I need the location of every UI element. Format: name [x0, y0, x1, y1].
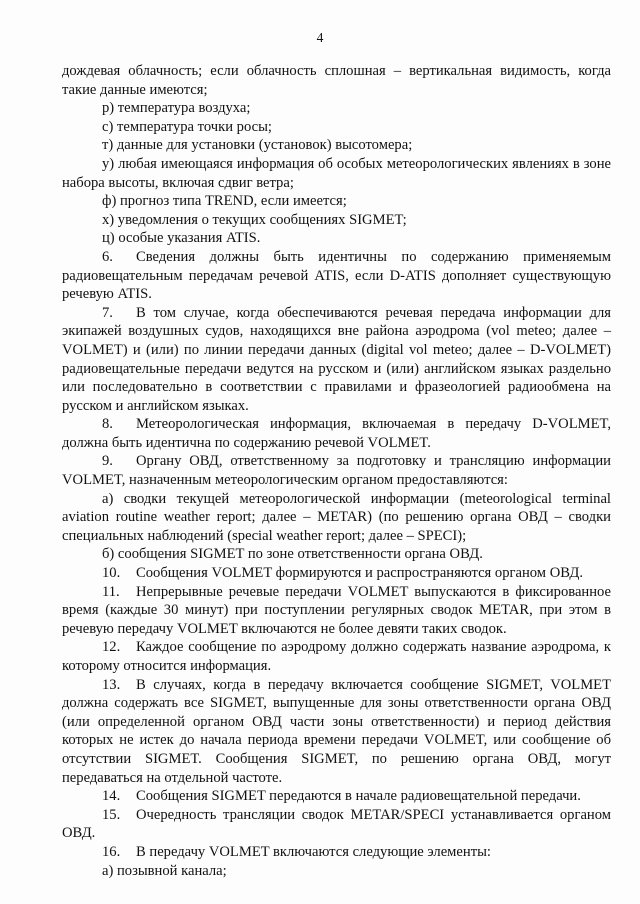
paragraph-text: В том случае, когда обеспечиваются речевая передача информации для экипажей воздушных судов, находящихся вне района аэродрома (vol meteo; далее – VOLMET) и (или) по линии передачи данных (digital vol meteo; далее – D-VOLMET) радиовещательные передачи ведутся на русском и (или) английском языках раздельно или последовательно в соответствии с правилами и фразеологией радиообмена на русском и английском языках.	[62, 304, 611, 414]
list-item-text: у) любая имеющаяся информация об особых метеорологических явлениях в зоне набора высоты, включая сдвиг ветра;	[62, 155, 611, 191]
list-item-text: а) сводки текущей метеорологической информации (meteorological terminal aviation routine weather report; далее – METAR) (по решению органа ОВД – сводки специальных наблюдений (special weather report; далее – SPECI);	[62, 490, 611, 544]
paragraph-number: 11.	[102, 583, 120, 600]
paragraph-number: 13.	[102, 676, 121, 693]
document-body	[62, 62, 611, 880]
paragraph-text: В случаях, когда в передачу включается сообщение SIGMET, VOLMET должна содержать все SIGMET, выпущенные для зоны ответственности органа ОВД (или определенной органом ОВД части зоны ответственности) и период действия которых не истек до начала периода времени передачи VOLMET, или сообщение об отсутствии SIGMET. Сообщения SIGMET, по решению органа ОВД, могут передаваться на отдельной частоте.	[62, 676, 611, 786]
paragraph-text: Сведения должны быть идентичны по содержанию применяемым радиовещательным передачам речевой ATIS, если D-ATIS дополняет существующую речевую ATIS.	[62, 248, 611, 303]
paragraph-text: Каждое сообщение по аэродрому должно содержать название аэродрома, к которому относится информация.	[62, 639, 611, 674]
list-item	[62, 229, 611, 248]
paragraph-text: дождевая облачность; если облачность сплошная – вертикальная видимость, когда такие данные имеются;	[62, 63, 611, 98]
list-item	[62, 192, 611, 211]
paragraph-number: 7.	[102, 304, 113, 321]
paragraph-number: 6.	[102, 248, 113, 265]
paragraph-text: Сообщения VOLMET формируются и распространяются органом ОВД.	[136, 565, 584, 582]
numbered-paragraph	[62, 452, 611, 489]
numbered-paragraph	[62, 564, 611, 583]
numbered-paragraph	[62, 676, 611, 788]
list-item	[62, 490, 611, 546]
list-item-text: р) температура воздуха;	[102, 100, 251, 117]
paragraph-number: 16.	[102, 843, 121, 860]
paragraph-text: Сообщения SIGMET передаются в начале радиовещательной передачи.	[136, 788, 581, 805]
paragraph-text: Очередность трансляции сводок METAR/SPECI устанавливается органом ОВД.	[62, 806, 611, 842]
list-item-text: а) позывной канала;	[102, 862, 227, 879]
page-number: 4	[316, 30, 324, 45]
list-item-text: х) уведомления о текущих сообщениях SIGMET;	[102, 211, 407, 228]
numbered-paragraph	[62, 843, 611, 862]
paragraph-number: 12.	[102, 639, 121, 656]
list-item	[62, 155, 611, 192]
numbered-paragraph	[62, 806, 611, 843]
paragraph-number: 15.	[102, 806, 121, 823]
paragraph-text: В передачу VOLMET включаются следующие элементы:	[136, 843, 491, 860]
list-item-text: б) сообщения SIGMET по зоне ответственности органа ОВД.	[102, 546, 483, 563]
numbered-paragraph	[62, 787, 611, 806]
list-item	[62, 99, 611, 118]
paragraph-number: 8.	[102, 416, 113, 433]
numbered-paragraph	[62, 583, 611, 639]
paragraph-number: 9.	[102, 453, 113, 470]
paragraph-text: Органу ОВД, ответственному за подготовку и трансляцию информации VOLMET, назначенным метеорологическим органом предоставляются:	[62, 453, 611, 489]
list-item	[62, 136, 611, 155]
list-item-text: с) температура точки росы;	[102, 118, 272, 135]
list-item-text: ц) особые указания ATIS.	[102, 230, 261, 247]
numbered-paragraph	[62, 248, 611, 304]
list-item-text: ф) прогноз типа TREND, если имеется;	[102, 193, 347, 210]
list-item	[62, 211, 611, 230]
numbered-paragraph	[62, 638, 611, 675]
paragraph-number: 14.	[102, 788, 121, 805]
paragraph-continuation	[62, 62, 611, 99]
list-item	[62, 862, 611, 881]
paragraph-number: 10.	[102, 565, 121, 582]
list-item-text: т) данные для установки (установок) высотомера;	[102, 137, 413, 154]
list-item	[62, 118, 611, 137]
paragraph-text: Непрерывные речевые передачи VOLMET выпускаются в фиксированное время (каждые 30 минут) при поступлении регулярных сводок METAR, при этом в речевую передачу VOLMET включаются не более девяти таких сводок.	[62, 583, 611, 637]
numbered-paragraph	[62, 304, 611, 416]
paragraph-text: Метеорологическая информация, включаемая в передачу D-VOLMET, должна быть идентична по содержанию речевой VOLMET.	[62, 416, 611, 451]
list-item	[62, 545, 611, 564]
numbered-paragraph	[62, 415, 611, 452]
